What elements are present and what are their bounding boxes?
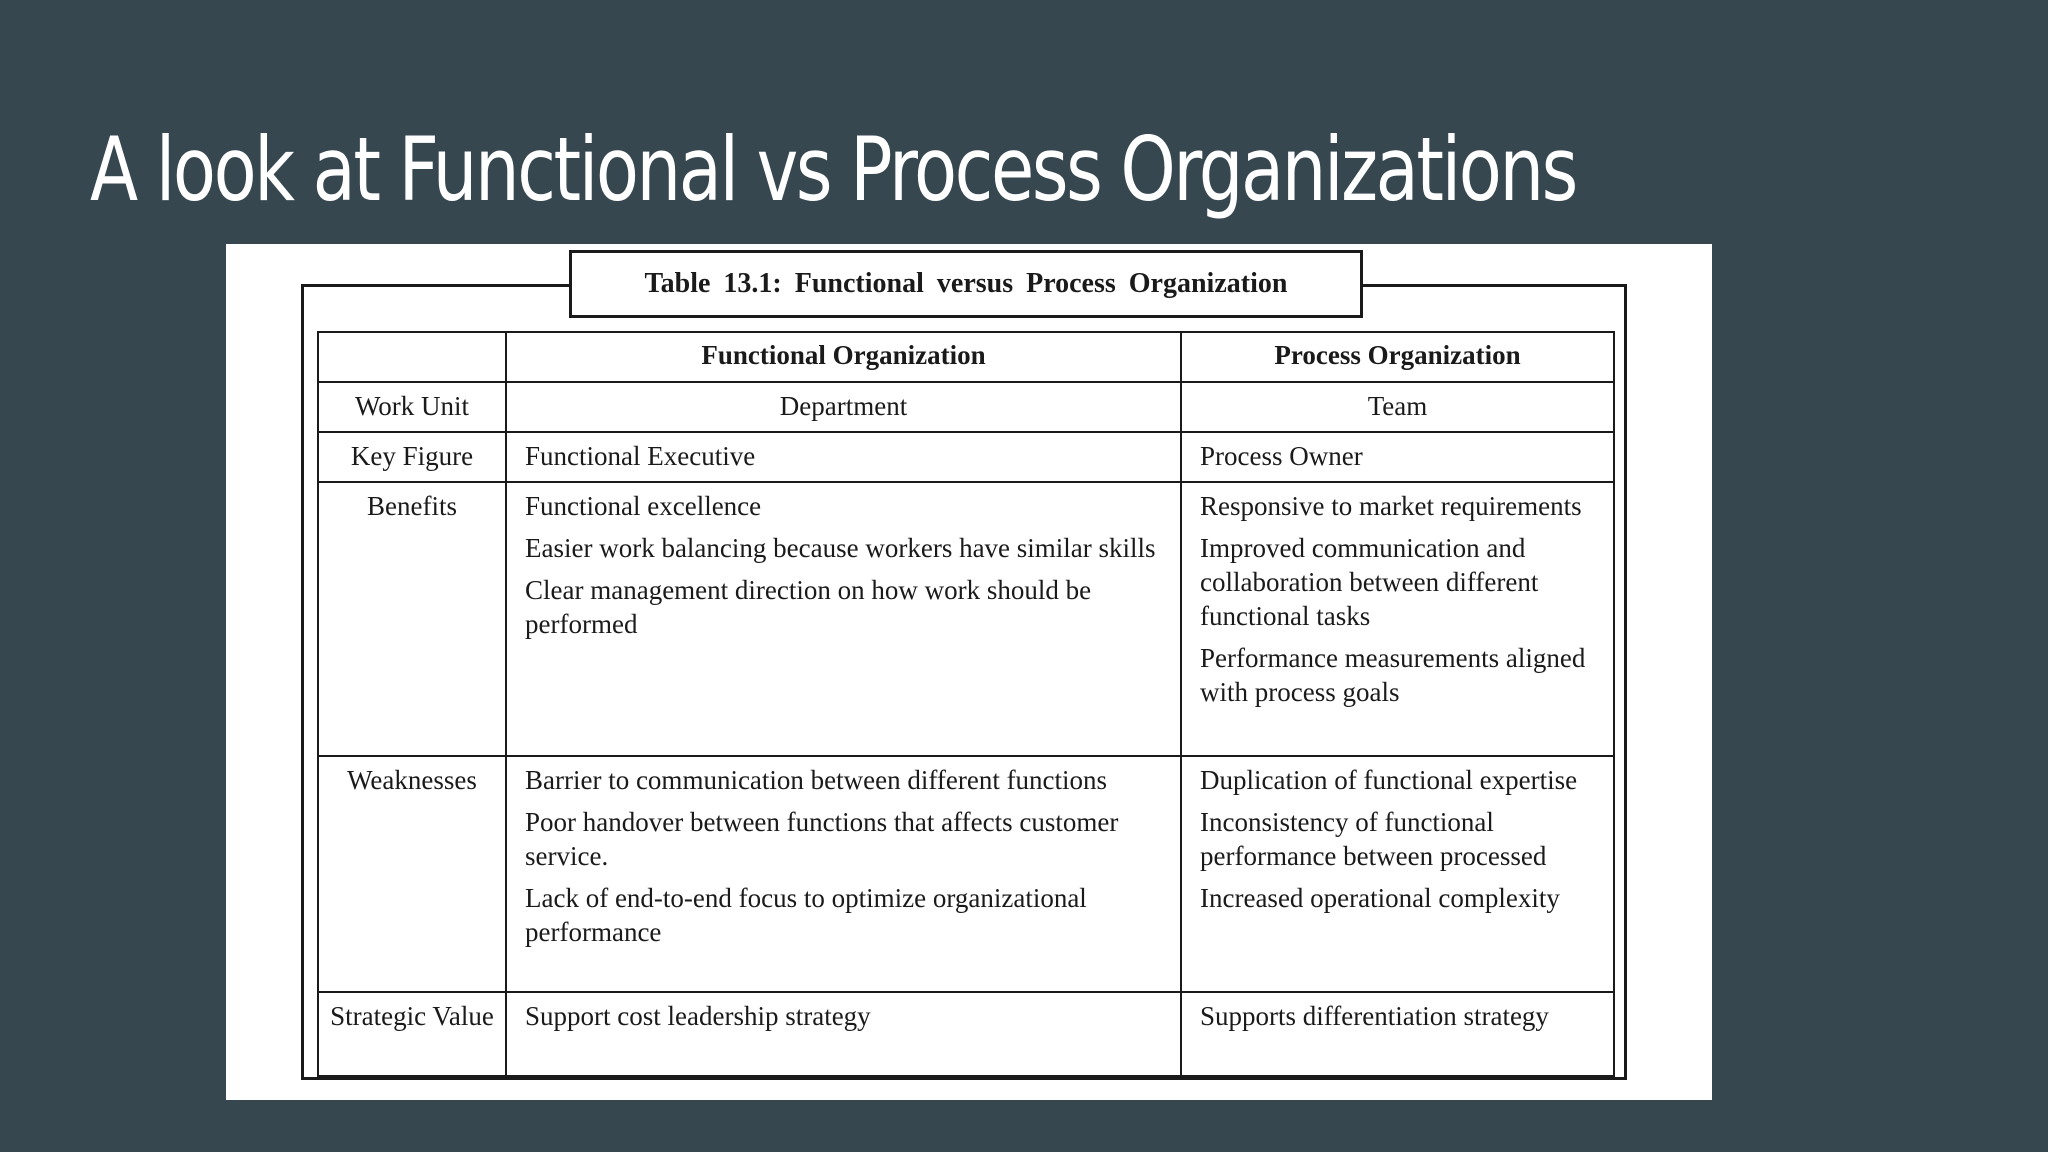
row-label: Key Figure xyxy=(318,432,506,482)
row-label: Benefits xyxy=(318,482,506,756)
cell-item: Improved communication and collaboration between different functional tasks xyxy=(1200,533,1539,631)
cell-item: Increased operational complexity xyxy=(1200,883,1560,913)
cell-item: Team xyxy=(1367,391,1428,421)
table-row xyxy=(318,756,1614,992)
header-row xyxy=(318,332,1614,382)
cell-item: Support cost leadership strategy xyxy=(525,1001,871,1031)
row-label: Weaknesses xyxy=(318,756,506,992)
functional-cell xyxy=(506,382,1181,432)
functional-cell xyxy=(506,756,1181,992)
header-functional: Functional Organization xyxy=(506,332,1181,382)
cell-item: Inconsistency of functional performance between processed xyxy=(1200,807,1547,871)
functional-cell xyxy=(506,482,1181,756)
process-cell xyxy=(1181,756,1614,992)
header-process: Process Organization xyxy=(1181,332,1614,382)
functional-cell xyxy=(506,432,1181,482)
cell-item: Responsive to market requirements xyxy=(1200,491,1582,521)
process-cell xyxy=(1181,482,1614,756)
process-cell xyxy=(1181,992,1614,1076)
cell-item: Duplication of functional expertise xyxy=(1200,765,1578,795)
comparison-table xyxy=(317,331,1615,1077)
cell-item: Lack of end-to-end focus to optimize organizational performance xyxy=(525,883,1087,947)
table-row xyxy=(318,382,1614,432)
table-caption: Table 13.1: Functional versus Process Organization xyxy=(569,250,1363,318)
table-row xyxy=(318,482,1614,756)
process-cell xyxy=(1181,382,1614,432)
cell-item: Clear management direction on how work should be performed xyxy=(525,575,1092,639)
table-row xyxy=(318,432,1614,482)
table-row xyxy=(318,992,1614,1076)
row-label: Strategic Value xyxy=(318,992,506,1076)
cell-item: Department xyxy=(779,391,908,421)
header-empty-cell xyxy=(318,332,506,382)
cell-item: Supports differentiation strategy xyxy=(1200,1001,1549,1031)
slide-title: A look at Functional vs Process Organizations xyxy=(90,118,1576,221)
row-label: Work Unit xyxy=(318,382,506,432)
cell-item: Functional Executive xyxy=(525,441,756,471)
process-cell xyxy=(1181,432,1614,482)
cell-item: Process Owner xyxy=(1200,441,1363,471)
table-image xyxy=(226,244,1712,1100)
cell-item: Functional excellence xyxy=(525,491,762,521)
cell-item: Easier work balancing because workers have similar skills xyxy=(525,533,1156,563)
cell-item: Barrier to communication between different functions xyxy=(525,765,1108,795)
cell-item: Poor handover between functions that affects customer service. xyxy=(525,807,1119,871)
cell-item: Performance measurements aligned with process goals xyxy=(1200,643,1586,707)
functional-cell xyxy=(506,992,1181,1076)
